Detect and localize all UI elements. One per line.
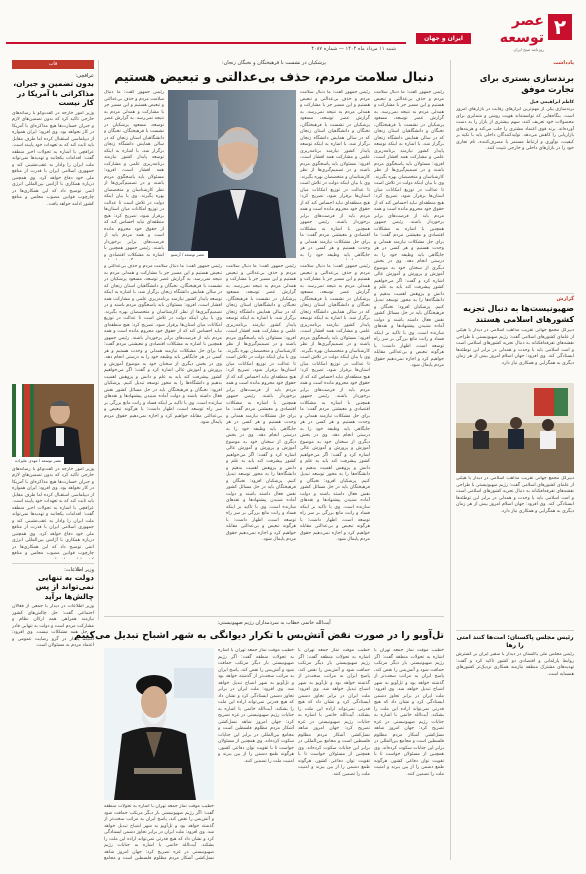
- page-number-box: [548, 14, 572, 40]
- main-body-col-3: رئیس جمهور گفت: ما دنبال سلامت مردم و حذف بی‌عدالتی و تبعیض هستیم و این مسیر جز با مشارکت و همدلی مردم به نتیجه نمی‌رسد. به گزارش عصر توسعه، مسعود پزشکیان در نشست با فرهیختگان، نخبگان و دانشگاهیان استان زنجان که در سالن همایش دانشگاه زنجان برگزار شد، با اشاره به اینکه توسعه پایدار کشور نیازمند برنامه‌ریزی علمی و مشارکت همه اقشار است، افزود: مسئولان باید پاسخگوی مردم باشند و در تصمیم‌گیری‌ها از نظر کارشناسان و متخصصان بهره بگیرند. وی با بیان اینکه دولت در تلاش است تا عدالت در توزیع امکانات میان استان‌ها برقرار شود، تصریح کرد: هیچ منطقه‌ای نباید احساس کند که از حقوق خود محروم مانده است و همه مردم باید از فرصت‌های برابر برخوردار باشند. رئیس جمهور همچنین با اشاره به مشکلات اقتصادی و: [104, 90, 164, 258]
- left-tag: قاب: [48, 61, 58, 67]
- main-photo: [168, 90, 296, 258]
- logo: [474, 13, 544, 52]
- main-kicker: پزشکیان در نشست با فرهیختگان و نخبگان زنجان:: [221, 60, 327, 66]
- report-headline: صهیونیست‌ها به دنبال تجزیه کشورهای اسلامی هستند: [463, 304, 574, 324]
- right-divider-2: [456, 630, 574, 631]
- bottom-body-col-4: خطیب موقت نماز جمعه تهران با اشاره به تحولات منطقه گفت: اگر رژیم صهیونیستی بار دیگر مرتکب حماقت شود و آتش‌بس را نقض کند، پاسخ ایران به مراتب سخت‌تر از گذشته خواهد بود و تل‌آویو به شهر اشباح تبدیل خواهد شد. وی افزود: ملت ایران در برابر تجاوز دشمن ایستادگی کرد و نشان داد که هیچ قدرتی نمی‌تواند اراده این ملت را بشکند. آیت‌الله خاتمی با اشاره به جنایات رژیم صهیونیستی در غزه تصریح کرد: جهان امروز شاهد نسل‌کشی آشکار مردم مظلوم فلسطین است و مجامع: [104, 804, 214, 860]
- left-body-2: وزیر امور خارجه در گفت‌وگو با رسانه‌های خارجی تاکید کرد که بدون تضمین‌های لازم و جبران خسارت‌ها هیچ مذاکره‌ای با آمریکا در کار نخواهد بود. وی افزود: ایران همواره از دیپلماسی استقبال کرده اما طرف مقابل باید ثابت کند که به تعهدات خود پایبند است. عراقچی با اشاره به تحولات اخیر منطقه گفت: اقدامات یکجانبه و تهدیدها نمی‌تواند ملت ایران را وادار به عقب‌نشینی کند و جمهوری اسلامی ایران با قدرت از منافع ملی خود دفاع خواهد کرد. وی همچنین درباره همکاری با آژانس بین‌المللی انرژی اتمی توضیح داد که این همکاری‌ها در چارچوب قوانین مصوب مجلس و منافع: [12, 466, 94, 556]
- dateline: شنبه ۱۱ مرداد ماه ۱۴۰۴ — شماره ۴۰۸۷: [311, 46, 396, 52]
- bottom-kicker: آیت‌الله خاتمی خطاب به سردمداران رژیم صهیونیستی:: [217, 620, 331, 626]
- cleric-photo-icon: [104, 648, 214, 800]
- right-column: [456, 60, 574, 832]
- main-headline: دنبال سلامت مردم، حذف بی‌عدالتی و تبعیض هستیم: [114, 69, 434, 84]
- meeting-photo-icon: [456, 383, 574, 473]
- left-photo-caption: عصر توسعه / مهدی علیزاده: [12, 457, 64, 464]
- pakistan-body: رئیس مجلس ملی پاکستان در دیدار با سفیر ایران بر گسترش روابط پارلمانی و اقتصادی دو کشور تاکید کرد و گفت: تهدیدهای مشترک منطقه نیازمند همکاری نزدیک‌تر کشورهای همسایه است.: [456, 652, 574, 677]
- main-body-col-6: رئیس جمهور گفت: ما دنبال سلامت مردم و حذف بی‌عدالتی و تبعیض هستیم و این مسیر جز با مشارکت و همدلی مردم به نتیجه نمی‌رسد. به گزارش عصر توسعه، مسعود پزشکیان در نشست با فرهیختگان، نخبگان و دانشگاهیان استان زنجان که در سالن همایش دانشگاه زنجان برگزار شد، با اشاره به اینکه توسعه پایدار کشور نیازمند برنامه‌ریزی علمی و مشارکت همه اقشار است، افزود: مسئولان باید پاسخگوی مردم باشند و در تصمیم‌گیری‌ها از نظر کارشناسان و متخصصان بهره بگیرند. وی با بیان اینکه دولت در تلاش است تا عدالت در توزیع امکانات میان استان‌ها برقرار شود، تصریح کرد: هیچ منطقه‌ای نباید احساس کند که از حقوق خود محروم مانده است و همه مردم باید از فرصت‌های برابر برخوردار باشند. رئیس جمهور همچنین با اشاره به مشکلات اقتصادی و معیشتی مردم گفت: ما برای حل مشکلات نیازمند همدلی و وحدت هستیم و هر کسی در هر جایگاهی باید وظیفه خود را به درستی انجام دهد. وی در بخش دیگری از سخنان خود به موضوع آموزش و پرورش و آموزش عالی اشاره کرد و گفت: اگر می‌خواهیم کشور پیشرفت کند باید به علم و دانش و پژوهش اهمیت بدهیم و دانشگاه‌ها را به محور توسعه تبدیل کنیم. پزشکیان افزود: نخبگان و فرهیختگان باید در حل مسائل کشور نقش فعال داشته باشند و دولت آماده شنیدن پیشنهادها و نقدهای سازنده است. وی با تاکید بر اینکه فساد و رانت مانع بزرگی بر سر راه توسعه است، اظهار داشت: با هرگونه تبعیض و بی‌عدالتی مقابله خواهیم کرد و اجازه نمی‌دهیم حقوق مردم پایمال شود.: [104, 264, 222, 425]
- header-rule: [6, 42, 406, 44]
- page-number: ۲: [553, 15, 567, 39]
- bottom-photo: [104, 648, 214, 800]
- left-kicker: عراقچی:: [75, 73, 94, 79]
- left-body: وزیر امور خارجه در گفت‌وگو با رسانه‌های خارجی تاکید کرد که بدون تضمین‌های لازم و جبران خسارت‌ها هیچ مذاکره‌ای با آمریکا در کار نخواهد بود. وی افزود: ایران همواره از دیپلماسی استقبال کرده اما طرف مقابل باید ثابت کند که به تعهدات خود پایبند است. عراقچی با اشاره به تحولات اخیر منطقه گفت: اقدامات یکجانبه و تهدیدها نمی‌تواند ملت ایران را وادار به عقب‌نشینی کند و جمهوری اسلامی ایران با قدرت از منافع ملی خود دفاع خواهد کرد. وی همچنین درباره همکاری با آژانس بین‌المللی انرژی اتمی توضیح داد که این همکاری‌ها در چارچوب قوانین مصوب مجلس و منافع کشور ادامه خواهد یافت.: [12, 110, 94, 207]
- left-sub-headline: دولت به تنهایی نمی‌تواند از پس چالش‌ها برآید: [35, 572, 94, 601]
- left-photo: [12, 384, 94, 464]
- main-article: [104, 60, 444, 85]
- left-column: [12, 60, 94, 804]
- bottom-body-col-2: خطیب موقت نماز جمعه تهران با اشاره به تحولات منطقه گفت: اگر رژیم صهیونیستی بار دیگر مرتکب حماقت شود و آتش‌بس را نقض کند، پاسخ ایران به مراتب سخت‌تر از گذشته خواهد بود و تل‌آویو به شهر اشباح تبدیل خواهد شد. وی افزود: ملت ایران در برابر تجاوز دشمن ایستادگی کرد و نشان داد که هیچ قدرتی نمی‌تواند اراده این ملت را بشکند. آیت‌الله خاتمی با اشاره به جنایات رژیم صهیونیستی در غزه تصریح کرد: جهان امروز شاهد نسل‌کشی آشکار مردم مظلوم فلسطین است و مجامع بین‌المللی در برابر این جنایات سکوت کرده‌اند. وی همچنین از مسئولان خواست تا با تقویت توان دفاعی کشور، هرگونه طمع دشمن را از بین ببرند و امنیت ملت را تضمین کنند.: [298, 648, 370, 777]
- note-headline: برندسازی بستری برای تجارت موفق: [479, 74, 574, 95]
- note-author: کاظم ابراهیمی فیل: [529, 100, 574, 105]
- main-body-col-4: رئیس جمهور گفت: ما دنبال سلامت مردم و حذف بی‌عدالتی و تبعیض هستیم و این مسیر جز با مشارکت و همدلی مردم به نتیجه نمی‌رسد. به گزارش عصر توسعه، مسعود پزشکیان در نشست با فرهیختگان، نخبگان و دانشگاهیان استان زنجان که در سالن همایش دانشگاه زنجان برگزار شد، با اشاره به اینکه توسعه پایدار کشور نیازمند برنامه‌ریزی علمی و مشارکت همه اقشار است، افزود: مسئولان باید پاسخگوی مردم باشند و در تصمیم‌گیری‌ها از نظر کارشناسان و متخصصان بهره بگیرند. وی با بیان اینکه دولت در تلاش است تا عدالت در توزیع امکانات میان استان‌ها برقرار شود، تصریح کرد: هیچ منطقه‌ای نباید احساس کند که از حقوق خود محروم مانده است و همه مردم باید از فرصت‌های برابر برخوردار باشند. رئیس جمهور همچنین با اشاره به مشکلات اقتصادی و معیشتی مردم گفت: ما برای حل مشکلات نیازمند همدلی و وحدت هستیم و هر کسی در هر جایگاهی باید وظیفه خود را به درستی انجام دهد. وی در بخش دیگری از سخنان خود به موضوع آموزش و پرورش و آموزش عالی اشاره کرد و گفت: اگر می‌خواهیم کشور پیشرفت کند باید به علم و دانش و پژوهش اهمیت بدهیم و دانشگاه‌ها را به محور توسعه تبدیل کنیم. پزشکیان افزود: نخبگان و فرهیختگان باید در حل مسائل کشور نقش فعال داشته باشند و دولت آماده شنیدن پیشنهادها و نقدهای سازنده است. وی با تاکید بر اینکه فساد و رانت مانع بزرگی بر سر راه توسعه است، اظهار داشت: با هرگونه تبعیض و بی‌عدالتی مقابله خواهیم کرد و اجازه نمی‌دهیم حقوق مردم پایمال شود.: [300, 264, 370, 542]
- column-rule-right: [450, 60, 451, 860]
- main-body-col-2: رئیس جمهور گفت: ما دنبال سلامت مردم و حذف بی‌عدالتی و تبعیض هستیم و این مسیر جز با مشارکت و همدلی مردم به نتیجه نمی‌رسد. به گزارش عصر توسعه، مسعود پزشکیان در نشست با فرهیختگان، نخبگان و دانشگاهیان استان زنجان که در سالن همایش دانشگاه زنجان برگزار شد، با اشاره به اینکه توسعه پایدار کشور نیازمند برنامه‌ریزی علمی و مشارکت همه اقشار است، افزود: مسئولان باید پاسخگوی مردم باشند و در تصمیم‌گیری‌ها از نظر کارشناسان و متخصصان بهره بگیرند. وی با بیان اینکه دولت در تلاش است تا عدالت در توزیع امکانات میان استان‌ها برقرار شود، تصریح کرد: هیچ منطقه‌ای نباید احساس کند که از حقوق خود محروم مانده است و همه مردم باید از فرصت‌های برابر برخوردار باشند. رئیس جمهور همچنین با اشاره به مشکلات اقتصادی و معیشتی مردم گفت: ما برای حل مشکلات نیازمند همدلی و وحدت هستیم و هر کسی در هر جایگاهی باید وظیفه خود را به: [300, 90, 370, 258]
- bottom-body-col-3: خطیب موقت نماز جمعه تهران با اشاره به تحولات منطقه گفت: اگر رژیم صهیونیستی بار دیگر مرتکب حماقت شود و آتش‌بس را نقض کند، پاسخ ایران به مراتب سخت‌تر از گذشته خواهد بود و تل‌آویو به شهر اشباح تبدیل خواهد شد. وی افزود: ملت ایران در برابر تجاوز دشمن ایستادگی کرد و نشان داد که هیچ قدرتی نمی‌تواند اراده این ملت را بشکند. آیت‌الله خاتمی با اشاره به جنایات رژیم صهیونیستی در غزه تصریح کرد: جهان امروز شاهد نسل‌کشی آشکار مردم مظلوم فلسطین است و مجامع بین‌المللی در برابر این جنایات سکوت کرده‌اند. وی همچنین از مسئولان خواست تا با تقویت توان دفاعی کشور، هرگونه طمع دشمن را از بین ببرند و امنیت ملت را تضمین کنند.: [218, 648, 294, 764]
- main-body-col-5: رئیس جمهور گفت: ما دنبال سلامت مردم و حذف بی‌عدالتی و تبعیض هستیم و این مسیر جز با مشارکت و همدلی مردم به نتیجه نمی‌رسد. به گزارش عصر توسعه، مسعود پزشکیان در نشست با فرهیختگان، نخبگان و دانشگاهیان استان زنجان که در سالن همایش دانشگاه زنجان برگزار شد، با اشاره به اینکه توسعه پایدار کشور نیازمند برنامه‌ریزی علمی و مشارکت همه اقشار است، افزود: مسئولان باید پاسخگوی مردم باشند و در تصمیم‌گیری‌ها از نظر کارشناسان و متخصصان بهره بگیرند. وی با بیان اینکه دولت در تلاش است تا عدالت در توزیع امکانات میان استان‌ها برقرار شود، تصریح کرد: هیچ منطقه‌ای نباید احساس کند که از حقوق خود محروم مانده است و همه مردم باید از فرصت‌های برابر برخوردار باشند. رئیس جمهور همچنین با اشاره به مشکلات اقتصادی و معیشتی مردم گفت: ما برای حل مشکلات نیازمند همدلی و وحدت هستیم و هر کسی در هر جایگاهی باید وظیفه خود را به درستی انجام دهد. وی در بخش دیگری از سخنان خود به موضوع آموزش و پرورش و آموزش عالی اشاره کرد و گفت: اگر می‌خواهیم کشور پیشرفت کند باید به علم و دانش و پژوهش اهمیت بدهیم و دانشگاه‌ها را به محور توسعه تبدیل کنیم. پزشکیان افزود: نخبگان و فرهیختگان باید در حل مسائل کشور نقش فعال داشته باشند و دولت آماده شنیدن پیشنهادها و نقدهای سازنده است. وی با تاکید بر اینکه فساد و رانت مانع بزرگی بر سر راه توسعه است، اظهار داشت: با هرگونه تبعیض و بی‌عدالتی مقابله خواهیم کرد و اجازه نمی‌دهیم حقوق مردم پایمال شود.: [226, 264, 296, 542]
- left-sub-body: وزیر اطلاعات در دیدار با جمعی از فعالان اجتماعی گفت: حل چالش‌های کشور نیازمند همراهی همه ارکان نظام و مشارکت مردم است و دولت به تنهایی قادر به حل همه مشکلات نیست. وی افزود: امنیت پایدار در گرو رضایت عمومی و اعتماد مردم به مسئولان است.: [12, 604, 94, 648]
- main-photo-caption: عصر توسعه / آرشیو: [168, 251, 208, 258]
- pakistan-headline: رئیس مجلس پاکستان: امت‌ها کنند امتی را رها: [456, 634, 574, 649]
- logo-subtitle: روزنامه صبح ایران: [513, 47, 544, 52]
- section-band: [416, 33, 471, 44]
- left-divider: [12, 563, 94, 564]
- report-body-top: دبیرکل مجمع جهانی تقریب مذاهب اسلامی در دیدار با هیئتی از علمای کشورهای اسلامی گفت: رژیم صهیونیستی با طراحی نقشه‌های تفرقه‌افکنانه به دنبال تجزیه کشورهای اسلامی است و امت اسلامی باید با وحدت و همدلی در برابر این توطئه‌ها ایستادگی کند. وی افزود: جهان اسلام امروز بیش از هر زمان دیگری به همگرایی و همکاری نیاز دارد.: [456, 328, 574, 366]
- left-sub-kicker: وزیر اطلاعات:: [64, 566, 94, 573]
- president-photo-icon: [168, 90, 296, 258]
- report-tag: گزارش: [556, 296, 574, 302]
- right-divider-1: [456, 293, 574, 294]
- left-tag-band: [12, 60, 94, 69]
- column-rule-left: [98, 60, 99, 620]
- report-body-bottom: دبیرکل مجمع جهانی تقریب مذاهب اسلامی در دیدار با هیئتی از علمای کشورهای اسلامی گفت: رژیم صهیونیستی با طراحی نقشه‌های تفرقه‌افکنانه به دنبال تجزیه کشورهای اسلامی است و امت اسلامی باید با وحدت و همدلی در برابر این توطئه‌ها ایستادگی کند. وی افزود: جهان اسلام امروز بیش از هر زمان دیگری به همگرایی و همکاری نیاز دارد.: [456, 476, 574, 514]
- bottom-headline: تل‌آویو را در صورت نقض آتش‌بس با تکرار دیوانگی به شهر اشباح تبدیل می‌کنیم: [74, 630, 444, 641]
- main-body-col-1: رئیس جمهور گفت: ما دنبال سلامت مردم و حذف بی‌عدالتی و تبعیض هستیم و این مسیر جز با مشارکت و همدلی مردم به نتیجه نمی‌رسد. به گزارش عصر توسعه، مسعود پزشکیان در نشست با فرهیختگان، نخبگان و دانشگاهیان استان زنجان که در سالن همایش دانشگاه زنجان برگزار شد، با اشاره به اینکه توسعه پایدار کشور نیازمند برنامه‌ریزی علمی و مشارکت همه اقشار است، افزود: مسئولان باید پاسخگوی مردم باشند و در تصمیم‌گیری‌ها از نظر کارشناسان و متخصصان بهره بگیرند. وی با بیان اینکه دولت در تلاش است تا عدالت در توزیع امکانات میان استان‌ها برقرار شود، تصریح کرد: هیچ منطقه‌ای نباید احساس کند که از حقوق خود محروم مانده است و همه مردم باید از فرصت‌های برابر برخوردار باشند. رئیس جمهور همچنین با اشاره به مشکلات اقتصادی و معیشتی مردم گفت: ما برای حل مشکلات نیازمند همدلی و وحدت هستیم و هر کسی در هر جایگاهی باید وظیفه خود را به درستی انجام دهد. وی در بخش دیگری از سخنان خود به موضوع آموزش و پرورش و آموزش عالی اشاره کرد و گفت: اگر می‌خواهیم کشور پیشرفت کند باید به علم و دانش و پژوهش اهمیت بدهیم و دانشگاه‌ها را به محور توسعه تبدیل کنیم. پزشکیان افزود: نخبگان و فرهیختگان باید در حل مسائل کشور نقش فعال داشته باشند و دولت آماده شنیدن پیشنهادها و نقدهای سازنده است. وی با تاکید بر اینکه فساد و رانت مانع بزرگی بر سر راه توسعه است، اظهار داشت: با هرگونه تبعیض و بی‌عدالتی مقابله خواهیم کرد و اجازه نمی‌دهیم حقوق مردم پایمال شود.: [374, 90, 444, 368]
- note-tag: یادداشت: [553, 60, 574, 66]
- note-body: برندسازی یکی از مهم‌ترین ابزارهای رقابت در بازارهای امروز است. بنگاه‌هایی که توانسته‌اند هویت روشن و متمایزی برای محصولات خود تعریف کنند، سهم بیشتری از بازار را به دست آورده‌اند. برند قوی اعتماد مشتری را جلب می‌کند و هزینه‌های بازاریابی را کاهش می‌دهد. تولیدکنندگان داخلی باید با تکیه بر کیفیت، نوآوری و ارتباط مستمر با مصرف‌کننده، نام تجاری خود را در بازارهای داخلی و خارجی تثبیت کنند.: [456, 107, 574, 151]
- bottom-body-col-1: خطیب موقت نماز جمعه تهران با اشاره به تحولات منطقه گفت: اگر رژیم صهیونیستی بار دیگر مرتکب حماقت شود و آتش‌بس را نقض کند، پاسخ ایران به مراتب سخت‌تر از گذشته خواهد بود و تل‌آویو به شهر اشباح تبدیل خواهد شد. وی افزود: ملت ایران در برابر تجاوز دشمن ایستادگی کرد و نشان داد که هیچ قدرتی نمی‌تواند اراده این ملت را بشکند. آیت‌الله خاتمی با اشاره به جنایات رژیم صهیونیستی در غزه تصریح کرد: جهان امروز شاهد نسل‌کشی آشکار مردم مظلوم فلسطین است و مجامع بین‌المللی در برابر این جنایات سکوت کرده‌اند. وی همچنین از مسئولان خواست تا با تقویت توان دفاعی کشور، هرگونه طمع دشمن را از بین ببرند و امنیت ملت را تضمین کنند.: [374, 648, 444, 777]
- logo-text: عصر توسعه: [499, 13, 544, 46]
- bottom-rule: [104, 616, 444, 617]
- minister-photo-icon: [12, 384, 94, 464]
- left-headline: بدون تضمین و جبران، مذاکراتی با آمریکا در کار نیست: [13, 79, 94, 107]
- report-photo: [456, 383, 574, 473]
- section-title: ایران و جهان: [424, 35, 463, 42]
